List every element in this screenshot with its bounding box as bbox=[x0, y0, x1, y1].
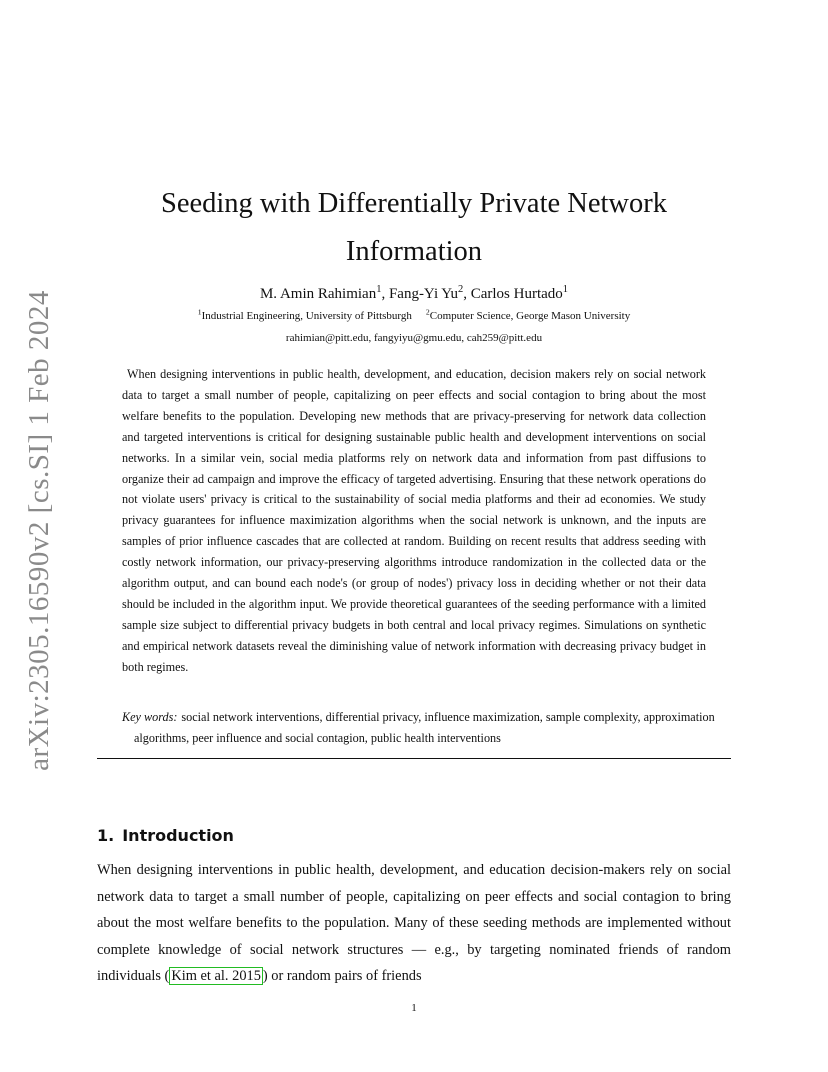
author-affiliation-mark: 1 bbox=[376, 284, 382, 295]
divider-rule bbox=[97, 758, 731, 759]
section-number: 1. bbox=[97, 826, 115, 845]
intro-text: When designing interventions in public health, development, and education decision-makers rely on social network data to target a small number of people, capitalizing on peer effects and social contagion to bring about the most welfare benefits to the population. Many of these seeding methods are implemented without complete knowledge of social network structures — e.g., by targeting nominated friends of random individuals ( bbox=[97, 862, 731, 984]
keywords-label: Key words: bbox=[122, 710, 178, 724]
author-list bbox=[100, 286, 728, 303]
section-heading bbox=[97, 826, 234, 845]
intro-text-continued: ) or random pairs of friends bbox=[262, 968, 422, 984]
citation-author: Kim et al. bbox=[171, 968, 229, 984]
keywords-text: social network interventions, differential privacy, influence maximization, sample complexity, approximation algorithms, peer influence and social contagion, public health interventions bbox=[134, 710, 715, 745]
paper-title: Seeding with Differentially Private Network Information bbox=[160, 188, 667, 267]
section-title: Introduction bbox=[122, 826, 234, 845]
intro-paragraph bbox=[97, 857, 731, 989]
arxiv-identifier-text: arXiv:2305.16590v2 [cs.SI] 1 Feb 2024 bbox=[22, 289, 55, 771]
author-emails: rahimian@pitt.edu, fangyiyu@gmu.edu, cah259@pitt.edu bbox=[285, 332, 543, 344]
affiliation-mark: 1 bbox=[197, 307, 202, 317]
citation-year: 2015 bbox=[232, 968, 261, 984]
author-separator: , bbox=[463, 286, 471, 302]
affiliation: Computer Science, George Mason University bbox=[429, 310, 631, 322]
citation-link[interactable] bbox=[169, 967, 263, 985]
abstract: When designing interventions in public health, development, and education, decision makers rely on social network data to target a small number of people, capitalizing on peer effects and social contagion to bring about the most welfare benefits to the population. Developing new methods that are privacy-preserving for network data collection and targeted interventions is critical for designing sustainable public health and development interventions on social networks. In a similar vein, social media platforms rely on network data and information from past diffusions to organize their ad campaign and improve the efficacy of targeted advertising. Ensuring that these network operations do not violate users' privacy is critical to the sustainability of social media platforms and their ad economies. We study privacy guarantees for influence maximization algorithms when the social network is unknown, and the inputs are samples of prior influence cascades that are collected at random. Building on recent results that address seeding with costly network information, our privacy-preserving algorithms introduce randomization in the collected data or the algorithm output, and can bound each node's (or group of nodes') privacy loss in deciding whether or not their data should be included in the algorithm input. We provide theoretical guarantees of the seeding performance with a limited sample size subject to differential privacy budgets in both central and local privacy regimes. Simulations on synthetic and empirical network datasets reveal the diminishing value of network information with decreasing privacy budget in both regimes. bbox=[122, 367, 706, 674]
page-number: 1 bbox=[411, 1002, 417, 1014]
author-name: Fang-Yi Yu bbox=[388, 286, 458, 302]
affiliation-mark: 2 bbox=[425, 307, 430, 317]
author-name: Carlos Hurtado bbox=[470, 286, 563, 302]
author-separator: , bbox=[381, 286, 389, 302]
arxiv-identifier bbox=[20, 289, 58, 771]
affiliation: Industrial Engineering, University of Pittsburgh bbox=[201, 310, 412, 322]
author-affiliation-mark: 2 bbox=[457, 284, 464, 295]
author-name: M. Amin Rahimian bbox=[259, 286, 377, 302]
author-affiliation-mark: 1 bbox=[562, 284, 569, 295]
affiliations bbox=[100, 307, 728, 322]
keywords bbox=[122, 707, 718, 749]
